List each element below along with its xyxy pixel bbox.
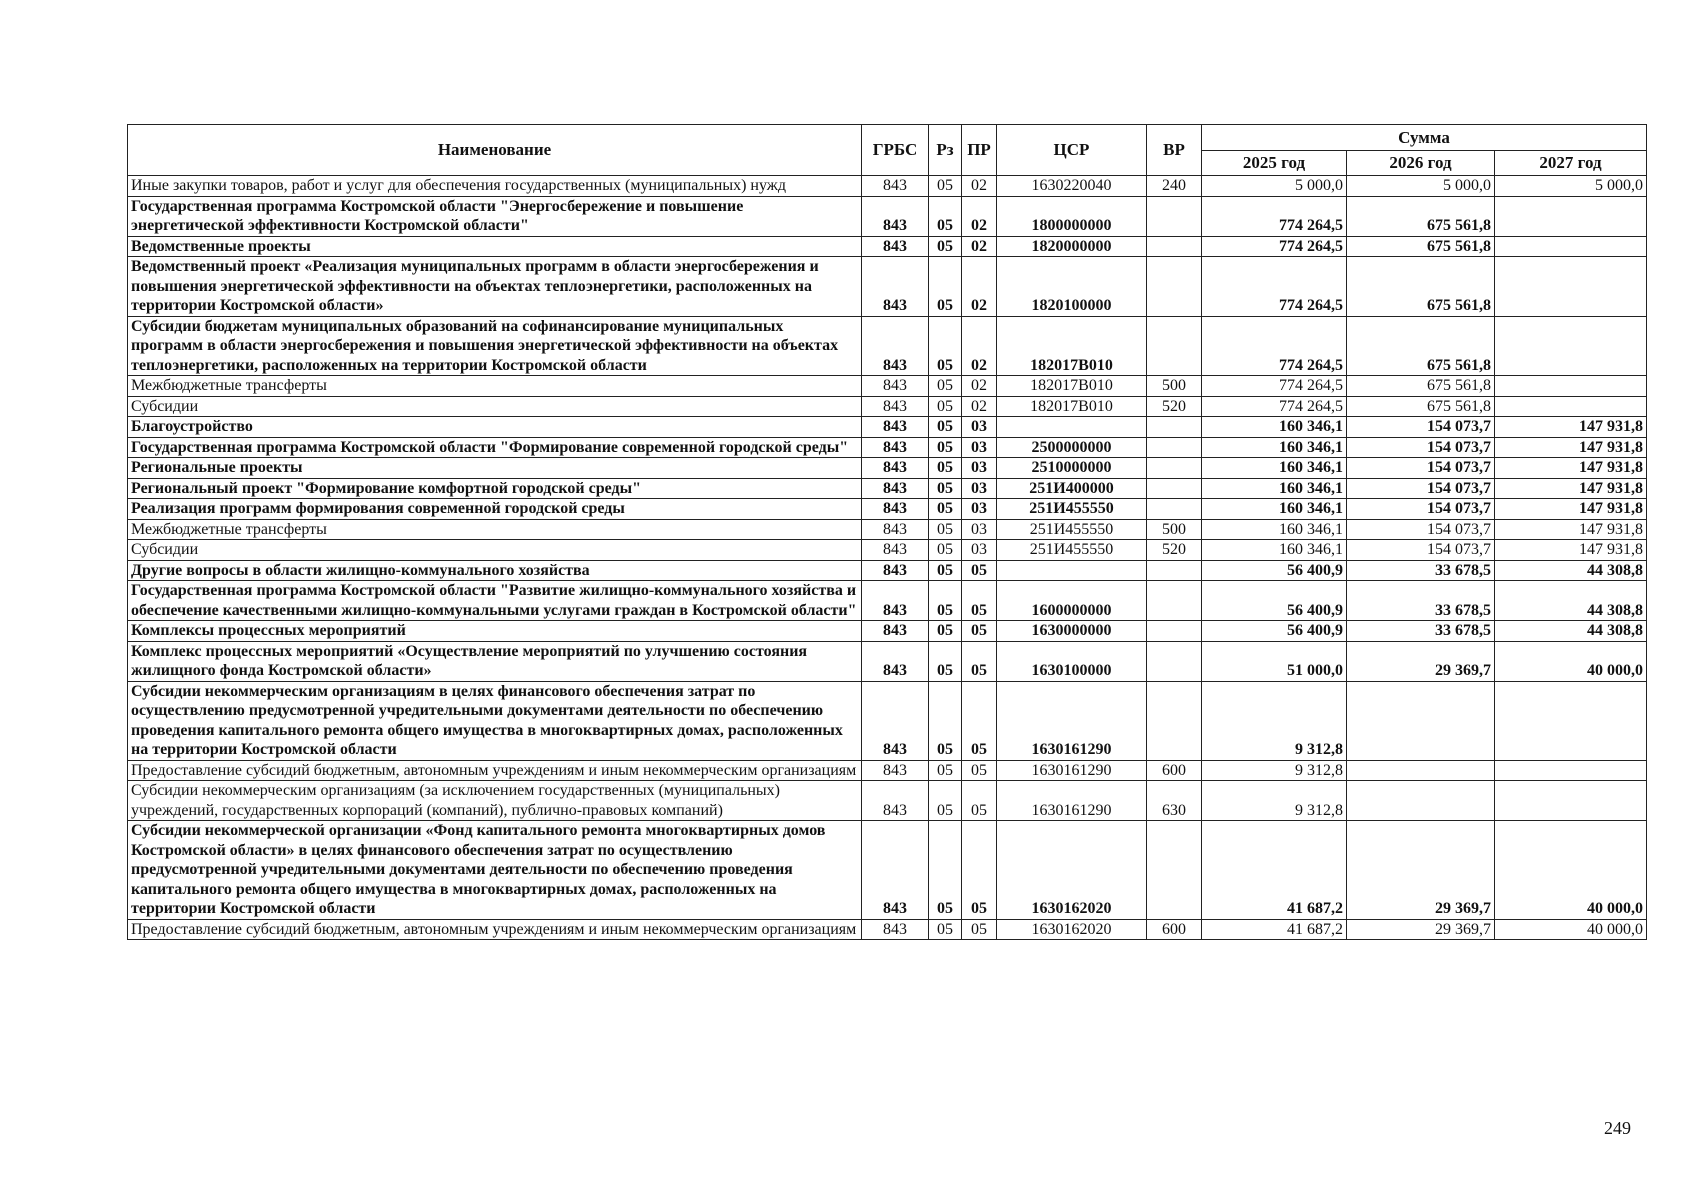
cell-2027 xyxy=(1495,316,1647,376)
cell-2026: 154 073,7 xyxy=(1347,519,1495,540)
cell-rz: 05 xyxy=(929,681,962,760)
cell-name: Субсидии xyxy=(128,396,862,417)
table-row xyxy=(128,781,1647,821)
cell-rz: 05 xyxy=(929,499,962,520)
cell-2025: 56 400,9 xyxy=(1202,621,1347,642)
cell-csr: 1630162020 xyxy=(997,919,1147,940)
cell-csr: 1630162020 xyxy=(997,821,1147,920)
header-grbs: ГРБС xyxy=(862,125,929,176)
cell-grbs: 843 xyxy=(862,236,929,257)
cell-rz: 05 xyxy=(929,396,962,417)
cell-pr: 03 xyxy=(962,478,997,499)
cell-2026: 33 678,5 xyxy=(1347,621,1495,642)
table-row xyxy=(128,376,1647,397)
cell-2025: 774 264,5 xyxy=(1202,196,1347,236)
cell-vr xyxy=(1147,478,1202,499)
cell-2025: 774 264,5 xyxy=(1202,236,1347,257)
cell-pr: 03 xyxy=(962,519,997,540)
cell-pr: 02 xyxy=(962,176,997,197)
cell-2026: 154 073,7 xyxy=(1347,540,1495,561)
cell-name: Комплекс процессных мероприятий «Осуществление мероприятий по улучшению состояния жилищного фонда Костромской области» xyxy=(128,641,862,681)
cell-pr: 02 xyxy=(962,396,997,417)
cell-rz: 05 xyxy=(929,560,962,581)
cell-2025: 56 400,9 xyxy=(1202,581,1347,621)
cell-csr: 2500000000 xyxy=(997,437,1147,458)
cell-csr: 1820000000 xyxy=(997,236,1147,257)
cell-name: Региональный проект "Формирование комфортной городской среды" xyxy=(128,478,862,499)
table-row xyxy=(128,196,1647,236)
table-row xyxy=(128,478,1647,499)
cell-csr xyxy=(997,560,1147,581)
cell-csr: 1630161290 xyxy=(997,781,1147,821)
cell-rz: 05 xyxy=(929,540,962,561)
table-row xyxy=(128,176,1647,197)
cell-csr: 182017В010 xyxy=(997,396,1147,417)
cell-vr: 600 xyxy=(1147,919,1202,940)
cell-pr: 02 xyxy=(962,316,997,376)
cell-2026: 675 561,8 xyxy=(1347,236,1495,257)
cell-2026: 154 073,7 xyxy=(1347,458,1495,479)
cell-vr xyxy=(1147,621,1202,642)
cell-vr xyxy=(1147,437,1202,458)
budget-table xyxy=(127,124,1647,940)
cell-2027: 40 000,0 xyxy=(1495,821,1647,920)
cell-rz: 05 xyxy=(929,478,962,499)
table-row xyxy=(128,499,1647,520)
cell-grbs: 843 xyxy=(862,316,929,376)
cell-pr: 02 xyxy=(962,196,997,236)
header-sum: Сумма xyxy=(1202,125,1647,151)
table-row xyxy=(128,417,1647,438)
cell-name: Субсидии некоммерческой организации «Фонд капитального ремонта многоквартирных домов Костромской области» в целях финансового обеспечения затрат по осуществлению предусмотренной учредительными документами деятельности по обеспечению проведения капитального ремонта общего имущества в многоквартирных домах, расположенных на территории Костромской области xyxy=(128,821,862,920)
cell-vr: 520 xyxy=(1147,540,1202,561)
cell-rz: 05 xyxy=(929,458,962,479)
cell-grbs: 843 xyxy=(862,621,929,642)
header-name: Наименование xyxy=(128,125,862,176)
cell-2025: 774 264,5 xyxy=(1202,396,1347,417)
cell-vr: 240 xyxy=(1147,176,1202,197)
cell-grbs: 843 xyxy=(862,560,929,581)
cell-rz: 05 xyxy=(929,760,962,781)
table-body xyxy=(128,176,1647,940)
table-row xyxy=(128,641,1647,681)
cell-2025: 160 346,1 xyxy=(1202,458,1347,479)
cell-csr: 251И455550 xyxy=(997,499,1147,520)
cell-vr xyxy=(1147,499,1202,520)
cell-rz: 05 xyxy=(929,781,962,821)
cell-2026 xyxy=(1347,781,1495,821)
cell-csr: 182017В010 xyxy=(997,316,1147,376)
header-year-2025: 2025 год xyxy=(1202,151,1347,176)
cell-name: Государственная программа Костромской области "Энергосбережение и повышение энергетической эффективности Костромской области" xyxy=(128,196,862,236)
table-row xyxy=(128,621,1647,642)
cell-2026: 154 073,7 xyxy=(1347,499,1495,520)
table-header xyxy=(128,125,1647,176)
cell-csr: 1800000000 xyxy=(997,196,1147,236)
cell-2025: 51 000,0 xyxy=(1202,641,1347,681)
table-row xyxy=(128,236,1647,257)
cell-rz: 05 xyxy=(929,176,962,197)
cell-rz: 05 xyxy=(929,641,962,681)
cell-pr: 03 xyxy=(962,540,997,561)
cell-vr: 630 xyxy=(1147,781,1202,821)
cell-2025: 160 346,1 xyxy=(1202,540,1347,561)
cell-csr: 1630000000 xyxy=(997,621,1147,642)
cell-name: Комплексы процессных мероприятий xyxy=(128,621,862,642)
cell-rz: 05 xyxy=(929,821,962,920)
cell-2027: 147 931,8 xyxy=(1495,499,1647,520)
cell-2026: 675 561,8 xyxy=(1347,376,1495,397)
cell-vr xyxy=(1147,257,1202,317)
cell-2027: 147 931,8 xyxy=(1495,417,1647,438)
cell-pr: 05 xyxy=(962,681,997,760)
cell-2027: 5 000,0 xyxy=(1495,176,1647,197)
cell-csr: 1630161290 xyxy=(997,760,1147,781)
cell-rz: 05 xyxy=(929,437,962,458)
cell-grbs: 843 xyxy=(862,641,929,681)
table-row xyxy=(128,821,1647,920)
cell-2027 xyxy=(1495,257,1647,317)
cell-rz: 05 xyxy=(929,257,962,317)
cell-pr: 03 xyxy=(962,499,997,520)
cell-2025: 774 264,5 xyxy=(1202,257,1347,317)
cell-vr xyxy=(1147,581,1202,621)
cell-2027 xyxy=(1495,760,1647,781)
cell-2026: 29 369,7 xyxy=(1347,919,1495,940)
cell-name: Субсидии бюджетам муниципальных образований на софинансирование муниципальных программ в области энергосбережения и повышения энергетической эффективности на объектах теплоэнергетики, расположенных на территории Костромской области xyxy=(128,316,862,376)
cell-rz: 05 xyxy=(929,417,962,438)
table-row xyxy=(128,681,1647,760)
cell-csr: 2510000000 xyxy=(997,458,1147,479)
cell-csr xyxy=(997,417,1147,438)
table-row xyxy=(128,760,1647,781)
cell-grbs: 843 xyxy=(862,396,929,417)
cell-name: Иные закупки товаров, работ и услуг для обеспечения государственных (муниципальных) нужд xyxy=(128,176,862,197)
cell-2027: 40 000,0 xyxy=(1495,919,1647,940)
cell-2025: 56 400,9 xyxy=(1202,560,1347,581)
cell-grbs: 843 xyxy=(862,821,929,920)
cell-pr: 03 xyxy=(962,437,997,458)
cell-2025: 9 312,8 xyxy=(1202,781,1347,821)
cell-pr: 05 xyxy=(962,621,997,642)
cell-grbs: 843 xyxy=(862,919,929,940)
cell-2027: 44 308,8 xyxy=(1495,621,1647,642)
cell-name: Предоставление субсидий бюджетным, автономным учреждениям и иным некоммерческим организациям xyxy=(128,760,862,781)
cell-csr: 1630100000 xyxy=(997,641,1147,681)
cell-csr: 251И455550 xyxy=(997,540,1147,561)
header-csr: ЦСР xyxy=(997,125,1147,176)
cell-2025: 41 687,2 xyxy=(1202,821,1347,920)
cell-2027: 147 931,8 xyxy=(1495,437,1647,458)
table-row xyxy=(128,257,1647,317)
header-vr: ВР xyxy=(1147,125,1202,176)
cell-vr xyxy=(1147,316,1202,376)
table-row xyxy=(128,396,1647,417)
cell-2026 xyxy=(1347,681,1495,760)
cell-name: Государственная программа Костромской области "Развитие жилищно-коммунального хозяйства и обеспечение качественными жилищно-коммунальными услугами граждан в Костромской области" xyxy=(128,581,862,621)
cell-name: Межбюджетные трансферты xyxy=(128,519,862,540)
cell-csr: 1630161290 xyxy=(997,681,1147,760)
cell-vr: 500 xyxy=(1147,376,1202,397)
cell-2025: 160 346,1 xyxy=(1202,417,1347,438)
cell-csr: 1820100000 xyxy=(997,257,1147,317)
cell-grbs: 843 xyxy=(862,376,929,397)
cell-pr: 03 xyxy=(962,458,997,479)
cell-2027: 40 000,0 xyxy=(1495,641,1647,681)
cell-pr: 05 xyxy=(962,581,997,621)
cell-rz: 05 xyxy=(929,581,962,621)
cell-2026: 675 561,8 xyxy=(1347,196,1495,236)
header-year-2026: 2026 год xyxy=(1347,151,1495,176)
cell-2025: 774 264,5 xyxy=(1202,316,1347,376)
cell-name: Региональные проекты xyxy=(128,458,862,479)
cell-2027: 147 931,8 xyxy=(1495,478,1647,499)
cell-2025: 160 346,1 xyxy=(1202,519,1347,540)
table-row xyxy=(128,560,1647,581)
cell-name: Ведомственные проекты xyxy=(128,236,862,257)
cell-name: Реализация программ формирования современной городской среды xyxy=(128,499,862,520)
cell-vr xyxy=(1147,458,1202,479)
cell-vr: 600 xyxy=(1147,760,1202,781)
cell-grbs: 843 xyxy=(862,176,929,197)
cell-2026: 675 561,8 xyxy=(1347,396,1495,417)
cell-name: Ведомственный проект «Реализация муниципальных программ в области энергосбережения и повышения энергетической эффективности на объектах теплоэнергетики, расположенных на территории Костромской области» xyxy=(128,257,862,317)
cell-grbs: 843 xyxy=(862,540,929,561)
cell-name: Межбюджетные трансферты xyxy=(128,376,862,397)
cell-pr: 05 xyxy=(962,560,997,581)
cell-2025: 160 346,1 xyxy=(1202,499,1347,520)
cell-rz: 05 xyxy=(929,519,962,540)
cell-2026: 29 369,7 xyxy=(1347,641,1495,681)
cell-csr: 182017В010 xyxy=(997,376,1147,397)
cell-vr xyxy=(1147,196,1202,236)
cell-2027: 147 931,8 xyxy=(1495,540,1647,561)
cell-rz: 05 xyxy=(929,316,962,376)
cell-2025: 160 346,1 xyxy=(1202,478,1347,499)
table-row xyxy=(128,581,1647,621)
cell-csr: 1600000000 xyxy=(997,581,1147,621)
cell-name: Субсидии некоммерческим организациям (за исключением государственных (муниципальных) учреждений, государственных корпораций (компаний), публично-правовых компаний) xyxy=(128,781,862,821)
header-pr: ПР xyxy=(962,125,997,176)
cell-2026: 675 561,8 xyxy=(1347,257,1495,317)
cell-vr xyxy=(1147,681,1202,760)
cell-2027 xyxy=(1495,236,1647,257)
cell-name: Субсидии некоммерческим организациям в целях финансового обеспечения затрат по осуществлению предусмотренной учредительными документами деятельности по обеспечению проведения капитального ремонта общего имущества в многоквартирных домах, расположенных на территории Костромской области xyxy=(128,681,862,760)
cell-pr: 02 xyxy=(962,236,997,257)
cell-2027 xyxy=(1495,681,1647,760)
cell-2025: 5 000,0 xyxy=(1202,176,1347,197)
cell-2026 xyxy=(1347,760,1495,781)
cell-vr xyxy=(1147,560,1202,581)
table-row xyxy=(128,519,1647,540)
table-row xyxy=(128,437,1647,458)
cell-pr: 05 xyxy=(962,919,997,940)
cell-grbs: 843 xyxy=(862,781,929,821)
cell-vr xyxy=(1147,417,1202,438)
cell-2026: 33 678,5 xyxy=(1347,560,1495,581)
cell-grbs: 843 xyxy=(862,437,929,458)
cell-pr: 05 xyxy=(962,641,997,681)
cell-name: Предоставление субсидий бюджетным, автономным учреждениям и иным некоммерческим организациям xyxy=(128,919,862,940)
cell-2027 xyxy=(1495,781,1647,821)
cell-2026: 33 678,5 xyxy=(1347,581,1495,621)
cell-grbs: 843 xyxy=(862,760,929,781)
cell-2027: 147 931,8 xyxy=(1495,458,1647,479)
cell-rz: 05 xyxy=(929,196,962,236)
cell-grbs: 843 xyxy=(862,681,929,760)
cell-csr: 1630220040 xyxy=(997,176,1147,197)
page-number: 249 xyxy=(1604,1118,1631,1138)
cell-2025: 774 264,5 xyxy=(1202,376,1347,397)
cell-2027: 44 308,8 xyxy=(1495,581,1647,621)
cell-2025: 9 312,8 xyxy=(1202,760,1347,781)
cell-vr: 500 xyxy=(1147,519,1202,540)
cell-pr: 05 xyxy=(962,760,997,781)
cell-2027: 147 931,8 xyxy=(1495,519,1647,540)
cell-2027 xyxy=(1495,376,1647,397)
cell-pr: 03 xyxy=(962,417,997,438)
cell-2026: 154 073,7 xyxy=(1347,417,1495,438)
header-rz: Рз xyxy=(929,125,962,176)
cell-2025: 160 346,1 xyxy=(1202,437,1347,458)
cell-csr: 251И400000 xyxy=(997,478,1147,499)
cell-rz: 05 xyxy=(929,621,962,642)
cell-name: Другие вопросы в области жилищно-коммунального хозяйства xyxy=(128,560,862,581)
cell-vr: 520 xyxy=(1147,396,1202,417)
table-row xyxy=(128,316,1647,376)
table-row xyxy=(128,919,1647,940)
cell-grbs: 843 xyxy=(862,478,929,499)
table-row xyxy=(128,458,1647,479)
cell-grbs: 843 xyxy=(862,519,929,540)
cell-rz: 05 xyxy=(929,919,962,940)
cell-vr xyxy=(1147,236,1202,257)
table-row xyxy=(128,540,1647,561)
header-year-2027: 2027 год xyxy=(1495,151,1647,176)
cell-name: Благоустройство xyxy=(128,417,862,438)
cell-grbs: 843 xyxy=(862,499,929,520)
cell-pr: 05 xyxy=(962,781,997,821)
cell-grbs: 843 xyxy=(862,257,929,317)
cell-grbs: 843 xyxy=(862,417,929,438)
cell-csr: 251И455550 xyxy=(997,519,1147,540)
cell-2026: 675 561,8 xyxy=(1347,316,1495,376)
cell-2026: 5 000,0 xyxy=(1347,176,1495,197)
cell-name: Государственная программа Костромской области "Формирование современной городской среды" xyxy=(128,437,862,458)
cell-pr: 02 xyxy=(962,376,997,397)
cell-grbs: 843 xyxy=(862,458,929,479)
cell-2026: 154 073,7 xyxy=(1347,478,1495,499)
cell-vr xyxy=(1147,821,1202,920)
cell-grbs: 843 xyxy=(862,581,929,621)
cell-2026: 154 073,7 xyxy=(1347,437,1495,458)
cell-rz: 05 xyxy=(929,376,962,397)
cell-2027 xyxy=(1495,396,1647,417)
cell-rz: 05 xyxy=(929,236,962,257)
cell-2025: 9 312,8 xyxy=(1202,681,1347,760)
cell-pr: 02 xyxy=(962,257,997,317)
cell-name: Субсидии xyxy=(128,540,862,561)
cell-2027 xyxy=(1495,196,1647,236)
cell-2027: 44 308,8 xyxy=(1495,560,1647,581)
cell-2026: 29 369,7 xyxy=(1347,821,1495,920)
cell-grbs: 843 xyxy=(862,196,929,236)
cell-vr xyxy=(1147,641,1202,681)
cell-2025: 41 687,2 xyxy=(1202,919,1347,940)
cell-pr: 05 xyxy=(962,821,997,920)
